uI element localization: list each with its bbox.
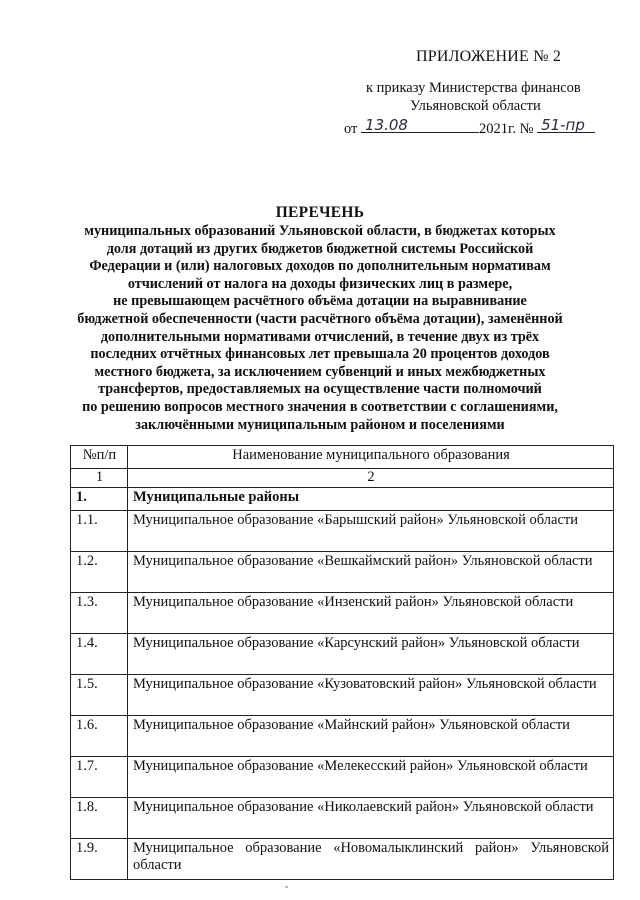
title-description xyxy=(60,223,580,434)
row-number: 1.1. xyxy=(71,511,128,552)
row-number: 1.8. xyxy=(71,798,128,839)
section-number: 1. xyxy=(71,488,128,511)
row-number: 1.4. xyxy=(71,634,128,675)
title-line: Федерации и (или) налоговых доходов по дополнительным нормативам xyxy=(89,258,551,275)
table-row xyxy=(71,716,614,757)
row-number: 1.3. xyxy=(71,593,128,634)
row-name: Муниципальное образование «Кузоватовский район» Ульяновской области xyxy=(128,675,614,716)
title-line: доля дотаций из других бюджетов бюджетной системы Российской xyxy=(106,240,534,257)
number-field xyxy=(537,116,595,133)
title-line: последних отчётных финансовых лет превышала 20 процентов доходов xyxy=(90,346,550,363)
scan-mark xyxy=(285,886,288,888)
column-header-name: Наименование муниципального образования xyxy=(128,446,614,469)
row-name: Муниципальное образование «Вешкаймский район» Ульяновской области xyxy=(128,552,614,593)
table-row xyxy=(71,798,614,839)
title-line: трансфертов, предоставляемых на осуществление части полномочий xyxy=(98,381,542,398)
table-row xyxy=(71,552,614,593)
title-line: отчислений от налога на доходы физических лиц в размере, xyxy=(127,275,513,292)
table-row xyxy=(71,675,614,716)
title-heading: ПЕРЕЧЕНЬ xyxy=(275,204,365,221)
title-line: заключёнными муниципальным районом и поселениями xyxy=(135,416,505,433)
table-index-row xyxy=(71,469,614,488)
column-header-number: №п/п xyxy=(71,446,128,469)
title-line: местного бюджета, за исключением субвенций и иных межбюджетных xyxy=(94,363,546,380)
row-name: Муниципальное образование «Николаевский район» Ульяновской области xyxy=(128,798,614,839)
order-date-line xyxy=(344,116,595,138)
row-name: Муниципальное образование «Инзенский район» Ульяновской области xyxy=(128,593,614,634)
column-index-1: 1 xyxy=(71,469,128,488)
appendix-label: ПРИЛОЖЕНИЕ № 2 xyxy=(416,48,562,65)
row-number: 1.5. xyxy=(71,675,128,716)
row-number: 1.2. xyxy=(71,552,128,593)
table-row xyxy=(71,757,614,798)
column-index-2: 2 xyxy=(128,469,614,488)
table-row xyxy=(71,839,614,880)
section-name: Муниципальные районы xyxy=(128,488,614,511)
row-number: 1.6. xyxy=(71,716,128,757)
title-line: муниципальных образований Ульяновской области, в бюджетах которых xyxy=(84,223,556,239)
date-field xyxy=(361,116,479,133)
table-row xyxy=(71,593,614,634)
date-prefix: от xyxy=(344,121,358,137)
row-name: Муниципальное образование «Мелекесский район» Ульяновской области xyxy=(128,757,614,798)
order-reference: к приказу Министерства финансов xyxy=(366,80,581,96)
row-number: 1.7. xyxy=(71,757,128,798)
table-row xyxy=(71,511,614,552)
handwritten-date: 13.08 xyxy=(365,116,408,134)
row-number: 1.9. xyxy=(71,839,128,880)
table-row xyxy=(71,634,614,675)
section-row xyxy=(71,488,614,511)
title-line: бюджетной обеспеченности (части расчётного объёма дотации), заменённой xyxy=(77,310,563,327)
municipalities-table xyxy=(70,445,614,880)
number-prefix: № xyxy=(519,121,534,137)
row-name: Муниципальное образование «Карсунский район» Ульяновской области xyxy=(128,634,614,675)
year-text: 2021г. xyxy=(479,121,516,137)
order-region: Ульяновской области xyxy=(410,98,541,114)
table-header-row xyxy=(71,446,614,469)
document-title xyxy=(60,204,580,434)
row-name: Муниципальное образование «Майнский район» Ульяновской области xyxy=(128,716,614,757)
title-line: дополнительными нормативами отчислений, в течение двух из трёх xyxy=(100,328,540,345)
title-line: по решению вопросов местного значения в соответствии с соглашениями, xyxy=(82,398,558,415)
title-line: не превышающем расчётного объёма дотации на выравнивание xyxy=(113,293,527,310)
row-name: Муниципальное образование «Барышский район» Ульяновской области xyxy=(128,511,614,552)
row-name: Муниципальное образование «Новомалыклинский район» Ульяновской области xyxy=(128,839,614,880)
handwritten-number: 51-пр xyxy=(541,116,585,134)
